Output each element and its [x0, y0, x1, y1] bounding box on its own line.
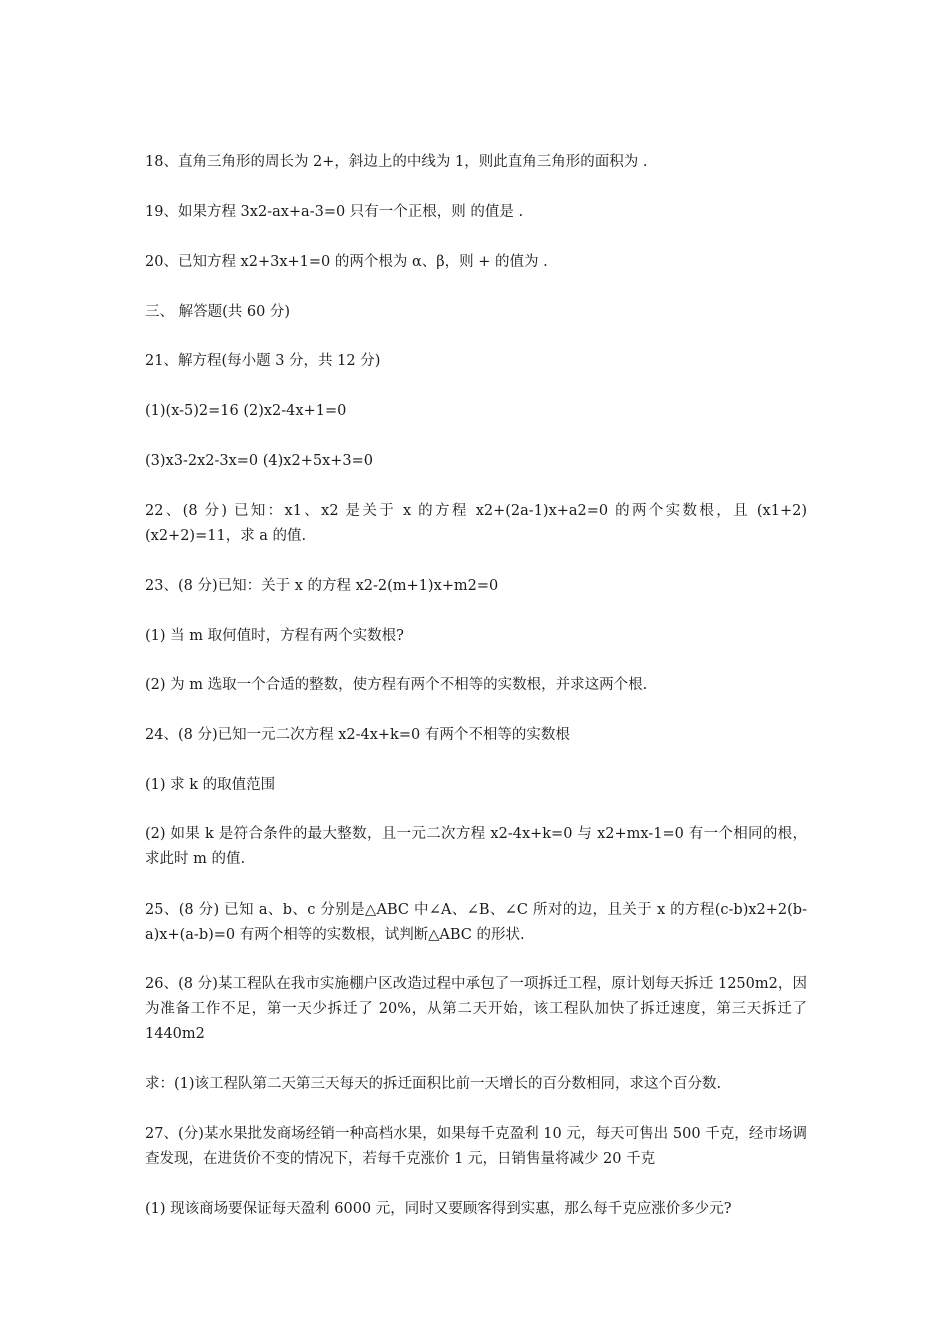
question-23-part-2: (2) 为 m 选取一个合适的整数，使方程有两个不相等的实数根，并求这两个根. [145, 677, 648, 693]
question-23-part-1: (1) 当 m 取何值时，方程有两个实数根? [145, 628, 404, 644]
question-23: 23、(8 分)已知：关于 x 的方程 x2-2(m+1)x+m2=0 [145, 578, 499, 594]
question-21: 21、解方程(每小题 3 分，共 12 分) [145, 353, 381, 369]
question-21-part-3-4: (3)x3-2x2-3x=0 (4)x2+5x+3=0 [145, 453, 373, 469]
question-24-part-1: (1) 求 k 的取值范围 [145, 777, 276, 793]
question-24: 24、(8 分)已知一元二次方程 x2-4x+k=0 有两个不相等的实数根 [145, 727, 570, 743]
question-20: 20、已知方程 x2+3x+1=0 的两个根为 α、β，则 + 的值为 . [145, 254, 548, 270]
question-26: 26、(8 分)某工程队在我市实施棚户区改造过程中承包了一项拆迁工程，原计划每天拆迁 1250m2，因为准备工作不足，第一天少拆迁了 20%，从第二天开始，该工程队加快了拆迁速度，第三天拆迁了 1440m2 [145, 976, 807, 1042]
question-26-ask: 求：(1)该工程队第二天第三天每天的拆迁面积比前一天增长的百分数相同，求这个百分数. [145, 1076, 722, 1092]
question-19: 19、如果方程 3x2-ax+a-3=0 只有一个正根，则 的值是 . [145, 204, 524, 220]
question-22: 22、(8 分) 已知：x1、x2 是关于 x 的方程 x2+(2a-1)x+a2=0 的两个实数根，且 (x1+2)(x2+2)=11，求 a 的值. [145, 503, 807, 544]
question-27-part-1: (1) 现该商场要保证每天盈利 6000 元，同时又要顾客得到实惠，那么每千克应涨价多少元? [145, 1201, 732, 1217]
question-24-part-2: (2) 如果 k 是符合条件的最大整数，且一元二次方程 x2-4x+k=0 与 x2+mx-1=0 有一个相同的根，求此时 m 的值. [145, 826, 807, 867]
question-27: 27、(分)某水果批发商场经销一种高档水果，如果每千克盈利 10 元，每天可售出 500 千克，经市场调查发现，在进货价不变的情况下，若每千克涨价 1 元，日销售量将减少 20 千克 [145, 1126, 807, 1167]
question-21-part-1-2: (1)(x-5)2=16 (2)x2-4x+1=0 [145, 403, 347, 419]
question-18: 18、直角三角形的周长为 2+，斜边上的中线为 1，则此直角三角形的面积为 . [145, 154, 648, 170]
question-25: 25、(8 分) 已知 a、b、c 分别是△ABC 中∠A、∠B、∠C 所对的边，且关于 x 的方程(c-b)x2+2(b-a)x+(a-b)=0 有两个相等的实数根，试判断△ABC 的形状. [145, 902, 807, 943]
section-heading: 三、 解答题(共 60 分) [145, 304, 291, 320]
